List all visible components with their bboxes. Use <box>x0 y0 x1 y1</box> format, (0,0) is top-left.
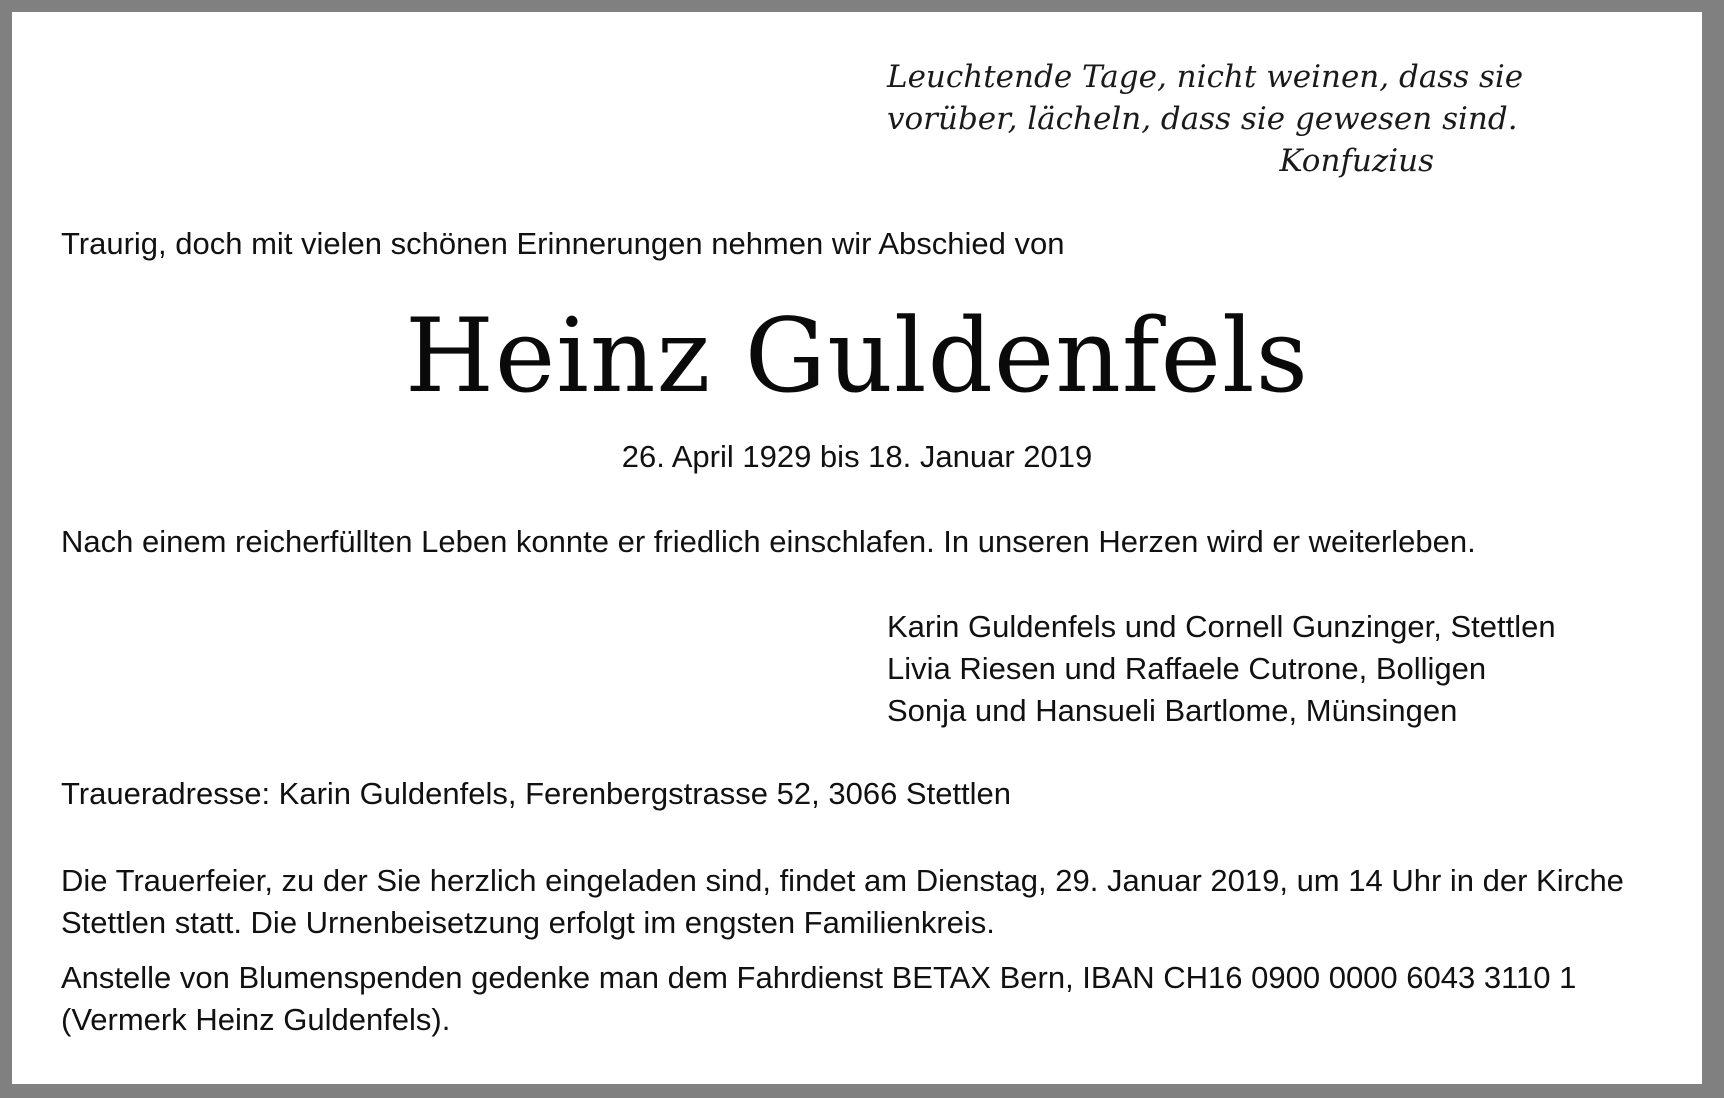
ceremony-info <box>61 860 1681 944</box>
intro-text: Traurig, doch mit vielen schönen Erinnerungen nehmen wir Abschied von <box>61 226 1065 261</box>
farewell-message: Nach einem reicherfüllten Leben konnte er friedlich einschlafen. In unseren Herzen wird er weiterleben. <box>61 524 1476 559</box>
mourning-address: Traueradresse: Karin Guldenfels, Ferenbergstrasse 52, 3066 Stettlen <box>61 776 1012 811</box>
mourner-entry: Livia Riesen und Raffaele Cutrone, Bolligen <box>887 651 1487 686</box>
mourners-list <box>887 606 1556 732</box>
quote-line: Leuchtende Tage, nicht weinen, dass sie <box>887 59 1524 95</box>
obituary-notice <box>12 12 1702 1084</box>
donation-line: Anstelle von Blumenspenden gedenke man dem Fahrdienst BETAX Bern, IBAN CH16 0900 0000 6043 3110 1 <box>61 960 1577 995</box>
donation-line: (Vermerk Heinz Guldenfels). <box>61 1002 451 1037</box>
deceased-name: Heinz Guldenfels <box>404 297 1310 416</box>
donation-info <box>61 957 1681 1041</box>
quote-line: vorüber, lächeln, dass sie gewesen sind. <box>887 101 1518 137</box>
quote-author: Konfuzius <box>1279 143 1434 179</box>
mourner-entry: Sonja und Hansueli Bartlome, Münsingen <box>887 693 1458 728</box>
life-dates: 26. April 1929 bis 18. Januar 2019 <box>621 439 1093 474</box>
ceremony-line: Stettlen statt. Die Urnenbeisetzung erfolgt im engsten Familienkreis. <box>61 905 995 940</box>
epigraph-quote <box>887 56 1524 182</box>
mourner-entry: Karin Guldenfels und Cornell Gunzinger, Stettlen <box>887 609 1556 644</box>
ceremony-line: Die Trauerfeier, zu der Sie herzlich eingeladen sind, findet am Dienstag, 29. Januar 2019, um 14 Uhr in der Kirche <box>61 863 1624 898</box>
